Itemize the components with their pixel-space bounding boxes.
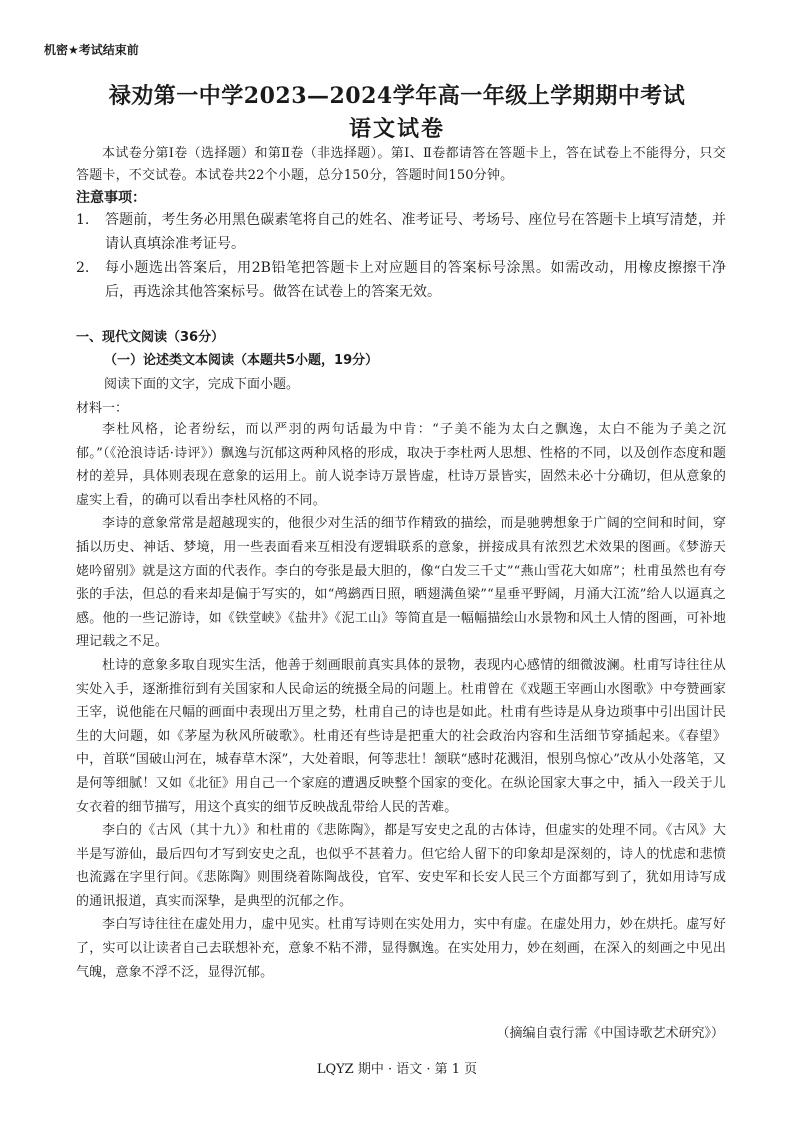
page-footer: LQYZ 期中 · 语文 · 第 1 页	[316, 1062, 478, 1077]
notice-item	[76, 208, 726, 256]
passage-paragraph: 李白的《古风（其十九）》和杜甫的《悲陈陶》，都是写安史之乱的古体诗，但虚实的处理不同。《古风》大半是写游仙，最后四句才写到安史之乱，也似乎不甚着力。但它给人留下的印象却是深刻的，诗人的忧虑和悲愤也流露在字里行间。《悲陈陶》则围绕着陈陶战役，官军、安史军和长安人民三个方面都写到了，犹如用诗写成的通讯报道，真实而深挚，是典型的沉郁之作。	[76, 823, 726, 909]
section-title: 一、现代文阅读（36分）	[76, 330, 225, 345]
notice-item-text: 每小题选出答案后，用2B铅笔把答题卡上对应题目的答案标号涂黑。如需改动，用橡皮擦擦干净后，再选涂其他答案标号。做答在试卷上的答案无效。	[105, 260, 726, 300]
notice-item-text: 答题前，考生务必用黑色碳素笔将自己的姓名、准考证号、考场号、座位号在答题卡上填写清楚，并请认真填涂准考证号。	[105, 212, 726, 252]
reading-instruction: 阅读下面的文字，完成下面小题。	[104, 377, 300, 392]
notice-item-number: 2.	[76, 260, 90, 276]
exam-instructions: 本试卷分第Ⅰ卷（选择题）和第Ⅱ卷（非选择题）。第Ⅰ、Ⅱ卷都请答在答题卡上，答在试卷上不能得分，只交答题卡，不交试卷。本试卷共22个小题，总分150分，答题时间150分钟。	[76, 146, 726, 183]
notice-item	[76, 256, 726, 304]
notice-item-number: 1.	[76, 212, 90, 228]
passage-paragraph: 李白写诗往往在虚处用力，虚中见实。杜甫写诗则在实处用力，实中有虚。在虚处用力，妙在烘托。虚写好了，实可以让读者自己去联想补充，意象不粘不滞，显得飘逸。在实处用力，妙在刻画，在深入的刻画之中见出气魄，意象不浮不泛，显得沉郁。	[76, 917, 726, 980]
exam-title: 禄劝第一中学2023—2024学年高一年级上学期期中考试	[108, 83, 686, 109]
exam-subject-title: 语文试卷	[348, 116, 445, 142]
passage-body	[76, 418, 726, 984]
passage-source: （摘编自袁行霈《中国诗歌艺术研究》）	[496, 1026, 724, 1041]
passage-paragraph: 杜诗的意象多取自现实生活，他善于刻画眼前真实具体的景物，表现内心感情的细微波澜。杜甫写诗往往从实处入手，逐渐推衍到有关国家和人民命运的统摄全局的问题上。杜甫曾在《戏题王宰画山水图歌》中夸赞画家王宰，说他能在尺幅的画面中表现出万里之势，杜甫自己的诗也是如此。杜甫有些诗是从身边琐事中引出国计民生的大问题，如《茅屋为秋风所破歌》。杜甫还有些诗是把重大的社会政治内容和生活细节穿插起来。《春望》中，首联“国破山河在，城春草木深”，大处着眼，何等悲壮！颔联“感时花溅泪，恨别鸟惊心”改从小处落笔，又是何等细腻！又如《北征》用自己一个家庭的遭遇反映整个国家的变化。在纵论国家大事之中，插入一段关于儿女衣着的细节描写，用这个真实的细节反映战乱带给人民的苦难。	[76, 657, 727, 815]
passage-paragraph: 李杜风格，论者纷纭，而以严羽的两句话最为中肯：“子美不能为太白之飘逸，太白不能为子美之沉郁。”（《沧浪诗话·诗评》）飘逸与沉郁这两种风格的形成，取决于李杜两人思想、性格的不同，以及创作态度和题材的差异，具体则表现在意象的运用上。前人说李诗万景皆虚，杜诗万景皆实，固然未必十分确切，但从意象的虚实上看，的确可以看出李杜风格的不同。	[76, 422, 726, 508]
subsection-title: （一）论述类文本阅读（本题共5小题，19分）	[104, 353, 379, 368]
passage-paragraph: 李诗的意象常常是超越现实的，他很少对生活的细节作精致的描绘，而是驰骋想象于广阔的空间和时间，穿插以历史、神话、梦境，用一些表面看来互相没有逻辑联系的意象，拼接成具有浓烈艺术效果的图画。《梦游天姥吟留别》就是这方面的代表作。李白的夸张是最大胆的，像“白发三千丈”“燕山雪花大如席”；杜甫虽然也有夸张的手法，但总的看来却是偏于写实的，如“鸬鹚西日照，晒翅满鱼梁”“星垂平野阔，月涌大江流”给人以逼真之感。他的一些记游诗，如《铁堂峡》《盐井》《泥工山》等简直是一幅幅描绘山水景物和风土人情的图画，可补地理记载之不足。	[76, 516, 727, 650]
material-label: 材料一：	[76, 401, 129, 416]
notice-heading: 注意事项：	[76, 190, 146, 206]
confidential-label: 机密★考试结束前	[44, 43, 139, 57]
